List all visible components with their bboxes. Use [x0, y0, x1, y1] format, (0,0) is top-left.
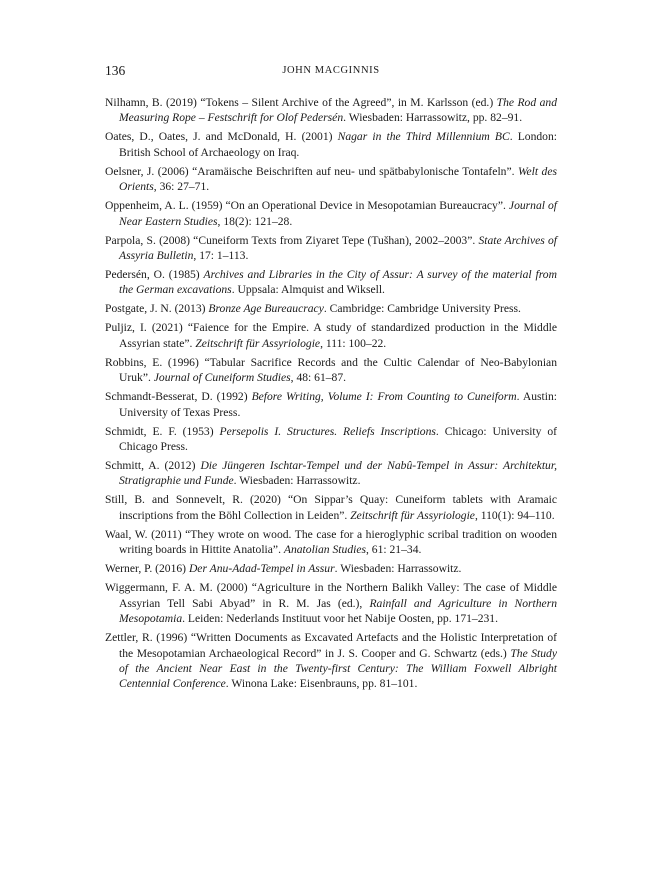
page-number: 136: [105, 63, 126, 78]
bibliography-entry: Postgate, J. N. (2013) Bronze Age Bureaucracy. Cambridge: Cambridge University Press.: [105, 302, 521, 316]
bibliography-entry: Oelsner, J. (2006) “Aramäische Beischriften auf neu- und spätbabylonische Tontafeln”. Welt des Orients, 36: 27–71.: [105, 164, 557, 194]
page-header: [105, 63, 557, 83]
bibliography-list: [105, 95, 557, 692]
running-head: JOHN MACGINNIS: [282, 65, 380, 76]
bibliography-entry: Pedersén, O. (1985) Archives and Libraries in the City of Assur: A survey of the material from the German excavations. Uppsala: Almquist and Wiksell.: [105, 268, 557, 297]
bibliography-entry: Nilhamn, B. (2019) “Tokens – Silent Archive of the Agreed”, in M. Karlsson (ed.) The Rod and Measuring Rope – Festschrift for Olof Pedersén. Wiesbaden: Harrassowitz, pp. 82–91.: [105, 96, 557, 125]
bibliography-entry: Parpola, S. (2008) “Cuneiform Texts from Ziyaret Tepe (Tušhan), 2002–2003”. State Archives of Assyria Bulletin, 17: 1–113.: [105, 233, 558, 263]
bibliography-entry: Schmandt-Besserat, D. (1992) Before Writing, Volume I: From Counting to Cuneiform. Austin: University of Texas Press.: [105, 390, 557, 419]
bibliography-entry: Werner, P. (2016) Der Anu-Adad-Tempel in Assur. Wiesbaden: Harrassowitz.: [105, 562, 462, 576]
bibliography-entry: Robbins, E. (1996) “Tabular Sacrifice Records and the Cultic Calendar of Neo-Babylonian Uruk”. Journal of Cuneiform Studies, 48: 61–87.: [105, 355, 557, 385]
bibliography-entry: Puljiz, I. (2021) “Faience for the Empire. A study of standardized production in the Middle Assyrian state”. Zeitschrift für Assyriologie, 111: 100–22.: [105, 321, 557, 350]
bibliography-entry: Wiggermann, F. A. M. (2000) “Agriculture in the Northern Balikh Valley: The case of Middle Assyrian Tell Sabi Abyad” in R. M. Jas (ed.), Rainfall and Agriculture in Northern Mesopotamia. Leiden: Nederlands Instituut voor het Nabije Oosten, pp. 171–231.: [105, 581, 557, 626]
bibliography-entry: Oppenheim, A. L. (1959) “On an Operational Device in Mesopotamian Bureaucracy”. Journal of Near Eastern Studies, 18(2): 121–28.: [105, 199, 558, 228]
bibliography-entry: Oates, D., Oates, J. and McDonald, H. (2001) Nagar in the Third Millennium BC. London: British School of Archaeology on Iraq.: [105, 130, 558, 159]
bibliography-entry: Schmitt, A. (2012) Die Jüngeren Ischtar-Tempel und der Nabû-Tempel in Assur: Architektur, Stratigraphie und Funde. Wiesbaden: Harrassowitz.: [105, 459, 557, 488]
document-page: [105, 63, 557, 695]
bibliography-entry: Zettler, R. (1996) “Written Documents as Excavated Artefacts and the Holistic Interpretation of the Mesopotamian Archaeological Record” in J. S. Cooper and G. Schwartz (eds.) The Study of the Ancient Near East in the Twenty-first Century: The William Foxwell Albright Centennial Conference. Winona Lake: Eisenbrauns, pp. 81–101.: [105, 631, 558, 691]
bibliography-entry: Still, B. and Sonnevelt, R. (2020) “On Sippar’s Quay: Cuneiform tablets with Aramaic inscriptions from the Böhl Collection in Leiden”. Zeitschrift für Assyriologie, 110(1): 94–110.: [105, 493, 557, 522]
bibliography-entry: Schmidt, E. F. (1953) Persepolis I. Structures. Reliefs Inscriptions. Chicago: University of Chicago Press.: [105, 424, 558, 454]
bibliography-entry: Waal, W. (2011) “They wrote on wood. The case for a hieroglyphic scribal tradition on wooden writing boards in Hittite Anatolia”. Anatolian Studies, 61: 21–34.: [105, 527, 557, 557]
